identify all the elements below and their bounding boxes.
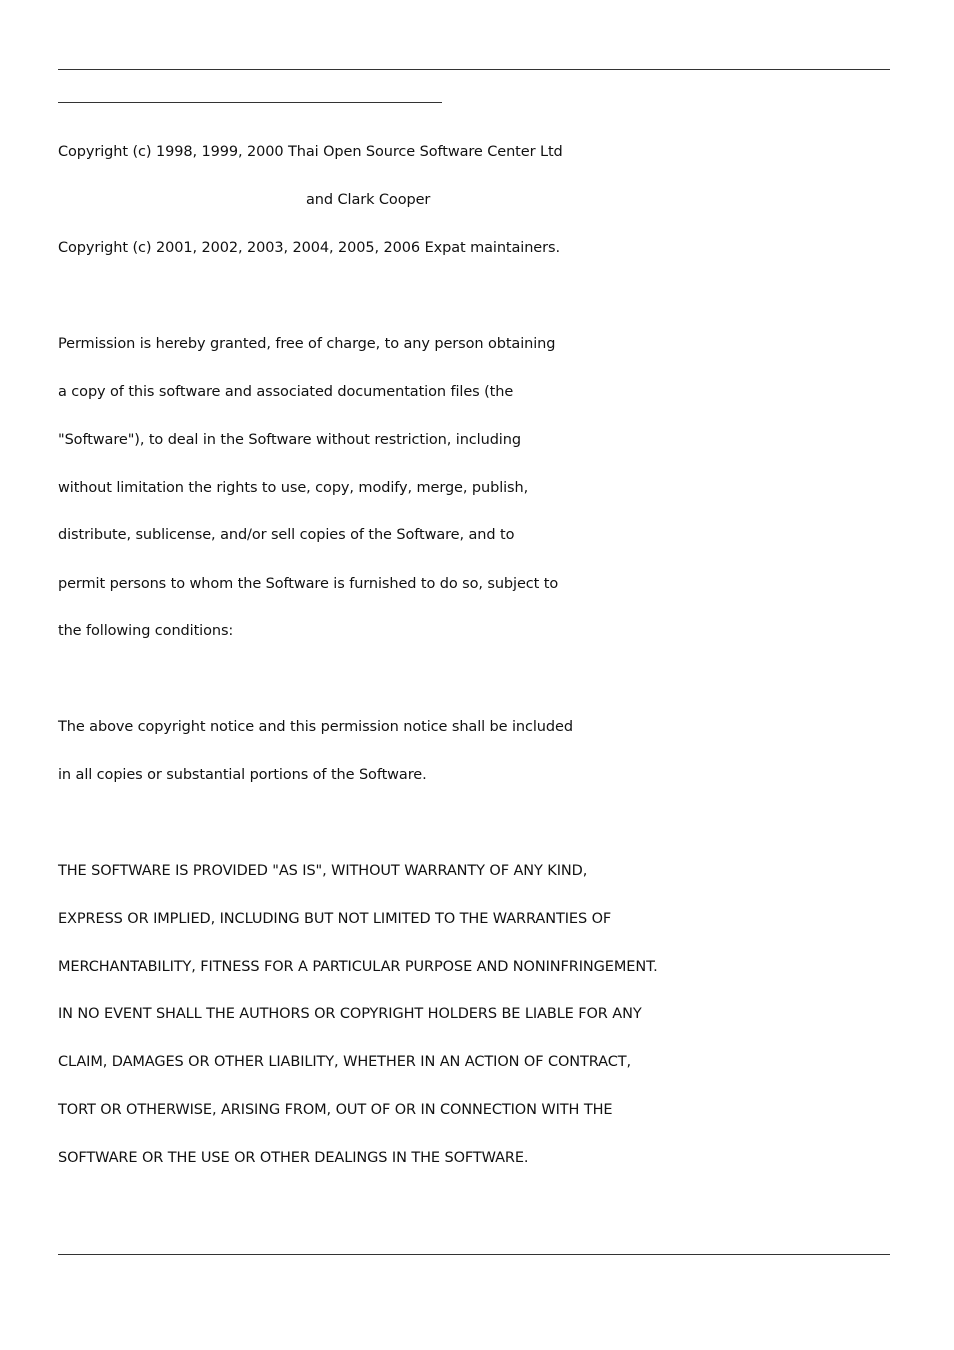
copyright-line: Copyright (c) 2001, 2002, 2003, 2004, 2005, 2006 Expat maintainers. <box>58 240 560 256</box>
permission-line: distribute, sublicense, and/or sell copies of the Software, and to <box>58 527 515 543</box>
permission-line: Permission is hereby granted, free of charge, to any person obtaining <box>58 336 556 352</box>
permission-line: a copy of this software and associated documentation files (the <box>58 384 514 400</box>
warranty-line: TORT OR OTHERWISE, ARISING FROM, OUT OF OR IN CONNECTION WITH THE <box>58 1102 613 1118</box>
warranty-line: SOFTWARE OR THE USE OR OTHER DEALINGS IN THE SOFTWARE. <box>58 1150 529 1166</box>
permission-line: permit persons to whom the Software is furnished to do so, subject to <box>58 576 559 592</box>
short-divider <box>58 102 442 103</box>
notice-line: The above copyright notice and this permission notice shall be included <box>58 719 573 735</box>
permission-line: "Software"), to deal in the Software without restriction, including <box>58 432 521 448</box>
permission-line: the following conditions: <box>58 623 234 639</box>
warranty-line: MERCHANTABILITY, FITNESS FOR A PARTICULAR PURPOSE AND NONINFRINGEMENT. <box>58 959 658 975</box>
bottom-divider <box>58 1254 890 1255</box>
notice-line: in all copies or substantial portions of the Software. <box>58 767 427 783</box>
copyright-line: and Clark Cooper <box>306 192 431 208</box>
warranty-line: EXPRESS OR IMPLIED, INCLUDING BUT NOT LIMITED TO THE WARRANTIES OF <box>58 911 612 927</box>
top-divider <box>58 69 890 70</box>
permission-line: without limitation the rights to use, copy, modify, merge, publish, <box>58 480 529 496</box>
warranty-line: CLAIM, DAMAGES OR OTHER LIABILITY, WHETHER IN AN ACTION OF CONTRACT, <box>58 1054 632 1070</box>
warranty-line: IN NO EVENT SHALL THE AUTHORS OR COPYRIGHT HOLDERS BE LIABLE FOR ANY <box>58 1006 642 1022</box>
warranty-line: THE SOFTWARE IS PROVIDED "AS IS", WITHOUT WARRANTY OF ANY KIND, <box>58 863 588 879</box>
copyright-line: Copyright (c) 1998, 1999, 2000 Thai Open Source Software Center Ltd <box>58 144 563 160</box>
